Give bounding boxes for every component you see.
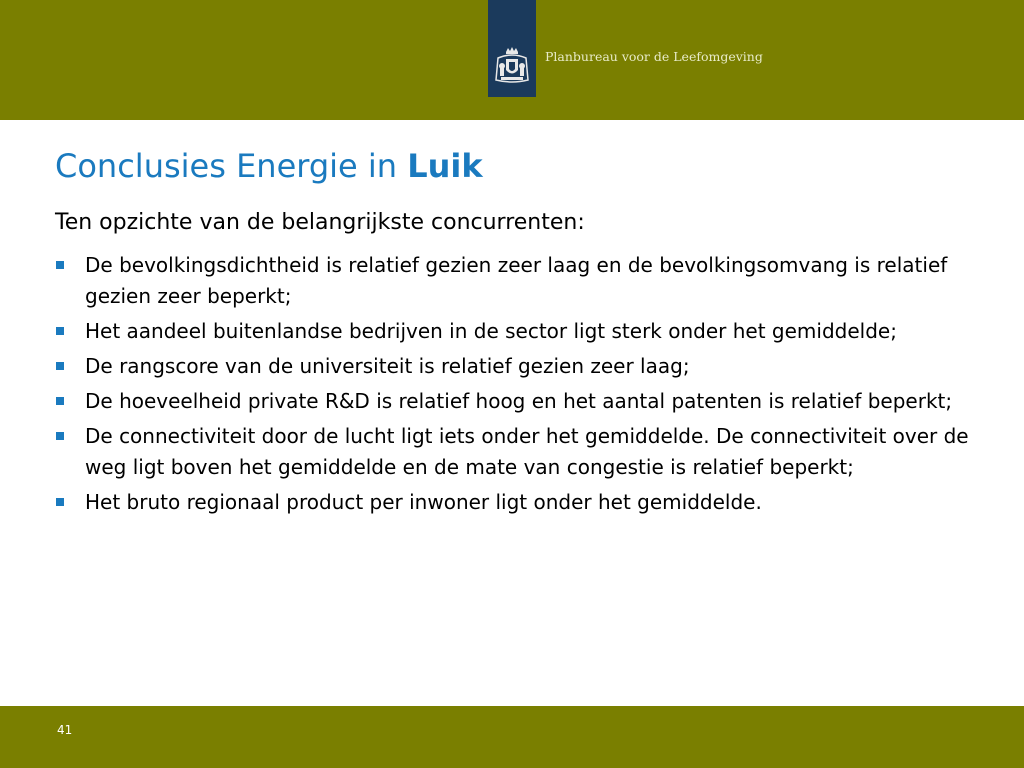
list-item (55, 250, 1005, 312)
header-band (0, 0, 1024, 120)
org-name: Planbureau voor de Leefomgeving (545, 49, 763, 64)
list-item (55, 351, 1005, 382)
bullet-square-icon (56, 432, 64, 440)
bullet-list (55, 250, 1005, 522)
footer-band (0, 706, 1024, 768)
list-item (55, 421, 1005, 483)
list-item-text: De bevolkingsdichtheid is relatief gezien zeer laag en de bevolkingsomvang is relatief gezien zeer beperkt; (85, 253, 948, 308)
list-item (55, 386, 1005, 417)
bullet-square-icon (56, 327, 64, 335)
bullet-square-icon (56, 498, 64, 506)
list-item-text: De hoeveelheid private R&D is relatief hoog en het aantal patenten is relatief beperkt; (85, 389, 953, 413)
list-item-text: Het bruto regionaal product per inwoner ligt onder het gemiddelde. (85, 490, 762, 514)
slide-title (55, 146, 483, 186)
list-item-text: Het aandeel buitenlandse bedrijven in de sector ligt sterk onder het gemiddelde; (85, 319, 897, 343)
slide-title-main: Conclusies Energie in (55, 147, 408, 185)
list-item (55, 316, 1005, 347)
bullet-square-icon (56, 397, 64, 405)
dutch-royal-coat-of-arms-icon (492, 46, 532, 86)
list-item-text: De rangscore van de universiteit is relatief gezien zeer laag; (85, 354, 690, 378)
list-item (55, 487, 1005, 518)
logo-block (488, 0, 536, 97)
bullet-square-icon (56, 261, 64, 269)
slide-intro: Ten opzichte van de belangrijkste concurrenten: (55, 210, 585, 235)
list-item-text: De connectiviteit door de lucht ligt iets onder het gemiddelde. De connectiviteit over de weg ligt boven het gemiddelde en de mate van congestie is relatief beperkt; (85, 424, 969, 479)
page-number: 41 (57, 723, 73, 737)
slide-title-accent: Luik (407, 147, 483, 185)
bullet-square-icon (56, 362, 64, 370)
